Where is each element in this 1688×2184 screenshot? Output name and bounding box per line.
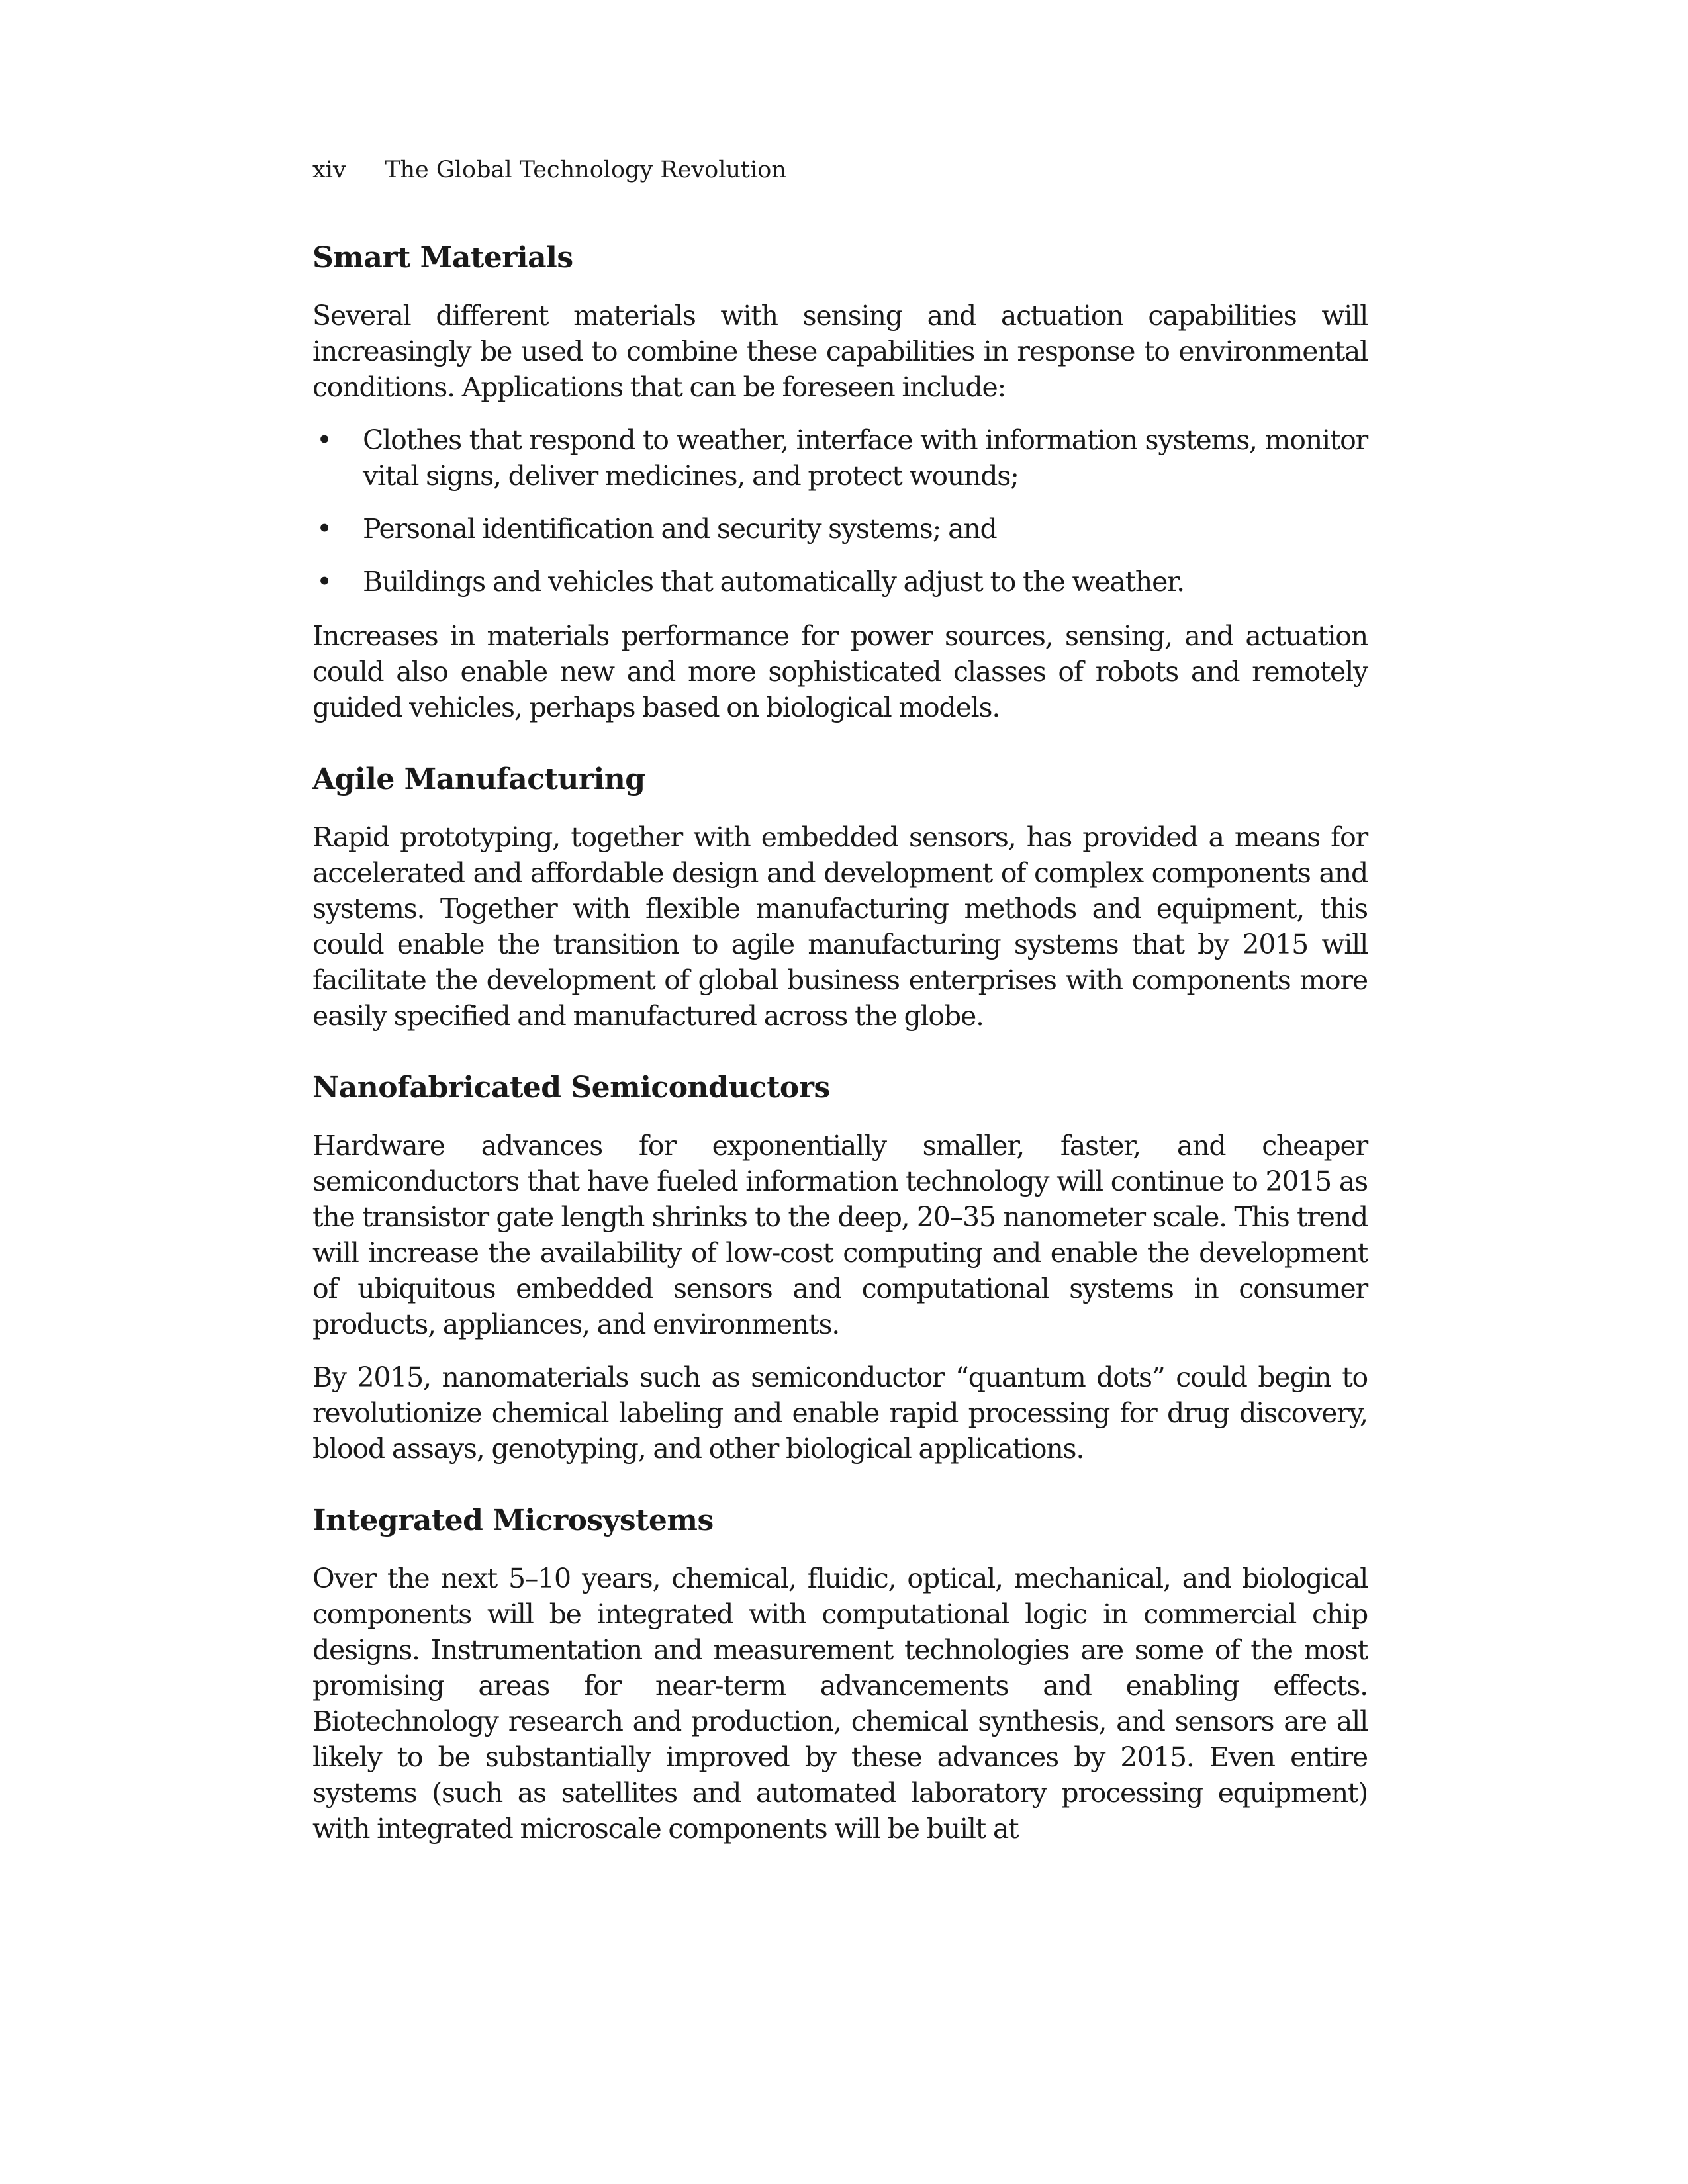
section-nanofabricated-semiconductors bbox=[312, 1068, 1368, 1467]
section-agile-manufacturing bbox=[312, 760, 1368, 1034]
paragraph: Increases in materials performance for power sources, sensing, and actuation could also enable new and more sophisticated classes of robots and remotely guided vehicles, perhaps based on biological models. bbox=[312, 620, 1368, 723]
section-heading: Nanofabricated Semiconductors bbox=[312, 1071, 830, 1105]
bullet-list bbox=[312, 422, 1368, 600]
section-heading: Agile Manufacturing bbox=[312, 762, 645, 796]
list-item bbox=[312, 422, 1368, 494]
page-number: xiv bbox=[312, 157, 346, 183]
paragraph: By 2015, nanomaterials such as semiconductor “quantum dots” could begin to revolutionize chemical labeling and enable rapid processing for drug discovery, blood assays, genotyping, and other biological applications. bbox=[312, 1361, 1368, 1465]
list-item-text: Personal identification and security systems; and bbox=[363, 513, 997, 545]
list-item-text: Clothes that respond to weather, interface with information systems, monitor vital signs, deliver medicines, and protect wounds; bbox=[363, 424, 1368, 492]
section-integrated-microsystems bbox=[312, 1501, 1368, 1846]
paragraph: Several different materials with sensing and actuation capabilities will increasingly be used to combine these capabilities in response to environmental conditions. Applications that can be foreseen include: bbox=[312, 300, 1368, 403]
list-item-text: Buildings and vehicles that automatically adjust to the weather. bbox=[363, 566, 1184, 598]
paragraph: Rapid prototyping, together with embedded sensors, has provided a means for accelerated and affordable design and development of complex components and systems. Together with flexible manufacturing methods and equipment, this could enable the transition to agile manufacturing systems that by 2015 will facilitate the development of global business enterprises with components more easily specified and manufactured across the globe. bbox=[312, 821, 1368, 1032]
book-title: The Global Technology Revolution bbox=[385, 157, 786, 183]
list-item bbox=[312, 511, 1368, 547]
list-item bbox=[312, 564, 1368, 600]
running-header bbox=[312, 154, 786, 187]
section-heading: Integrated Microsystems bbox=[312, 1504, 714, 1537]
bullet-icon: • bbox=[316, 566, 332, 598]
section-heading: Smart Materials bbox=[312, 241, 573, 275]
section-smart-materials bbox=[312, 238, 1368, 725]
paragraph: Over the next 5–10 years, chemical, fluidic, optical, mechanical, and biological components will be integrated with computational logic in commercial chip designs. Instrumentation and measurement technologies are some of the most promising areas for near-term advancements and enabling effects. Biotechnology research and production, chemical synthesis, and sensors are all likely to be substantially improved by these advances by 2015. Even entire systems (such as satellites and automated laboratory processing equipment) with integrated microscale components will be built at bbox=[312, 1563, 1368, 1844]
page-body bbox=[312, 238, 1368, 1881]
paragraph: Hardware advances for exponentially smaller, faster, and cheaper semiconductors that have fueled information technology will continue to 2015 as the transistor gate length shrinks to the deep, 20–35 nanometer scale. This trend will increase the availability of low-cost computing and enable the development of ubiquitous embedded sensors and computational systems in consumer products, appliances, and environments. bbox=[312, 1130, 1368, 1340]
bullet-icon: • bbox=[316, 513, 332, 545]
bullet-icon: • bbox=[316, 424, 332, 456]
